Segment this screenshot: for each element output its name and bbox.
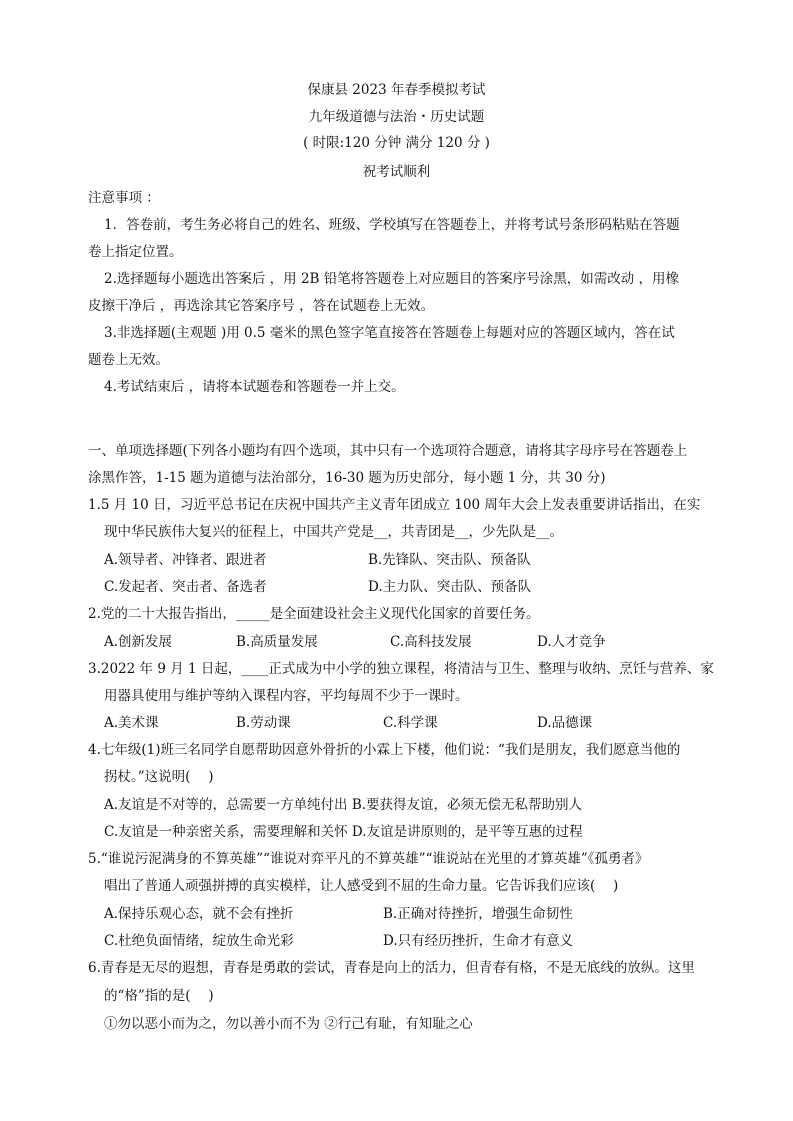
question-4-stem-line-1: 4.七年级(1)班三名同学自愿帮助因意外骨折的小霖上下楼，他们说：“我们是朋友，我们愿意当他的: [88, 742, 681, 758]
note-4: 4.考试结束后 ，请将本试题卷和答题卷一并上交。: [104, 379, 405, 395]
exam-subject-title: 九年级道德与法治・历史试题: [308, 109, 485, 125]
question-4-options-ab: A.友谊是不对等的，总需要一方单纯付出 B.要获得友谊，必须无偿无私帮助别人: [104, 797, 583, 813]
note-1-line-2: 卷上指定位置。: [88, 244, 183, 260]
question-1-option-c: C.发起者、突击者、备选者: [104, 579, 267, 595]
question-3-stem-line-2: 用器具使用与维护等纳入课程内容，平均每周不少于一课时。: [104, 688, 469, 704]
question-2-option-b: B.高质量发展: [236, 634, 318, 650]
section-1-instruction-line-1: 一、单项选择题(下列各小题均有四个选项，其中只有一个选项符合题意，请将其字母序号在答题卷上: [88, 443, 688, 459]
question-4-options-cd: C.友谊是一种亲密关系，需要理解和关怀 D.友谊是讲原则的，是平等互惠的过程: [104, 824, 583, 840]
question-3-option-a: A.美术课: [104, 715, 159, 731]
question-3-option-c: C.科学课: [383, 715, 438, 731]
question-2-option-a: A.创新发展: [104, 634, 173, 650]
question-5-option-d: D.只有经历挫折，生命才有意义: [383, 933, 574, 949]
question-3-option-d: D.品德课: [537, 715, 593, 731]
note-3-line-1: 3.非选择题(主观题 )用 0.5 毫米的黑色签字笔直接答在答题卷上每题对应的答题区域内，答在试: [104, 325, 675, 341]
question-1-stem-line-2: 现中华民族伟大复兴的征程上，中国共产党是__，共青团是__，少先队是__。: [104, 524, 563, 540]
question-1-option-a: A.领导者、冲锋者、跟进者: [104, 552, 267, 568]
question-6-stem-line-2: 的“格”指的是( ): [104, 988, 214, 1004]
exam-wish: 祝考试顺利: [362, 164, 431, 180]
question-5-stem-line-1: 5.“谁说污泥满身的不算英雄”“谁说对弈平凡的不算英雄”“谁说站在光里的才算英雄”《孤勇者》: [88, 851, 649, 867]
question-2-stem: 2.党的二十大报告指出，_____是全面建设社会主义现代化国家的首要任务。: [88, 606, 540, 622]
question-3-option-b: B.劳动课: [236, 715, 291, 731]
question-5-option-a: A.保持乐观心态，就不会有挫折: [104, 906, 294, 922]
question-2-option-d: D.人才竞争: [537, 634, 606, 650]
question-5-stem-line-2: 唱出了普通人顽强拼搏的真实模样，让人感受到不屈的生命力量。它告诉我们应该( ): [104, 878, 619, 894]
notes-title: 注意事项 ：: [88, 190, 160, 206]
question-3-stem-line-1: 3.2022 年 9 月 1 日起，____正式成为中小学的独立课程，将清洁与卫生、整理与收纳、烹饪与营养、家: [88, 661, 714, 677]
note-2-line-1: 2.选择题每小题选出答案后 ，用 2B 铅笔将答题卷上对应题目的答案序号涂黑，如需改动 ，用橡: [104, 271, 680, 287]
note-1-line-1: 1．答卷前，考生务必将自己的姓名、班级、学校填写在答题卷上，并将考试号条形码粘贴在答题: [104, 217, 680, 233]
question-1-option-d: D.主力队、突击队、预备队: [368, 579, 532, 595]
exam-time-limit: ( 时限:120 分钟 满分 120 分 ): [303, 135, 490, 151]
question-1-stem-line-1: 1.5 月 10 日，习近平总书记在庆祝中国共产主义青年团成立 100 周年大会上发表重要讲话指出，在实: [88, 497, 701, 513]
question-4-stem-line-2: 拐杖。”这说明( ): [104, 769, 214, 785]
question-5-option-c: C.杜绝负面情绪，绽放生命光彩: [104, 933, 294, 949]
section-1-instruction-line-2: 涂黑作答，1-15 题为道德与法治部分，16-30 题为历史部分，每小题 1 分，共 30 分): [88, 470, 606, 486]
question-1-option-b: B.先锋队、突击队、预备队: [368, 552, 531, 568]
question-6-statements-line-1: ①勿以恶小而为之，勿以善小而不为 ②行己有耻，有知耻之心: [104, 1016, 473, 1032]
exam-school-title: 保康县 2023 年春季模拟考试: [307, 82, 486, 98]
question-5-option-b: B.正确对待挫折，增强生命韧性: [383, 906, 573, 922]
question-2-option-c: C.高科技发展: [390, 634, 472, 650]
note-2-line-2: 皮擦干净后 ，再选涂其它答案序号 ，答在试题卷上无效。: [88, 298, 435, 314]
note-3-line-2: 题卷上无效。: [88, 352, 169, 368]
question-6-stem-line-1: 6.青春是无尽的遐想，青春是勇敢的尝试，青春是向上的活力，但青春有格，不是无底线的放纵。这里: [88, 960, 695, 976]
